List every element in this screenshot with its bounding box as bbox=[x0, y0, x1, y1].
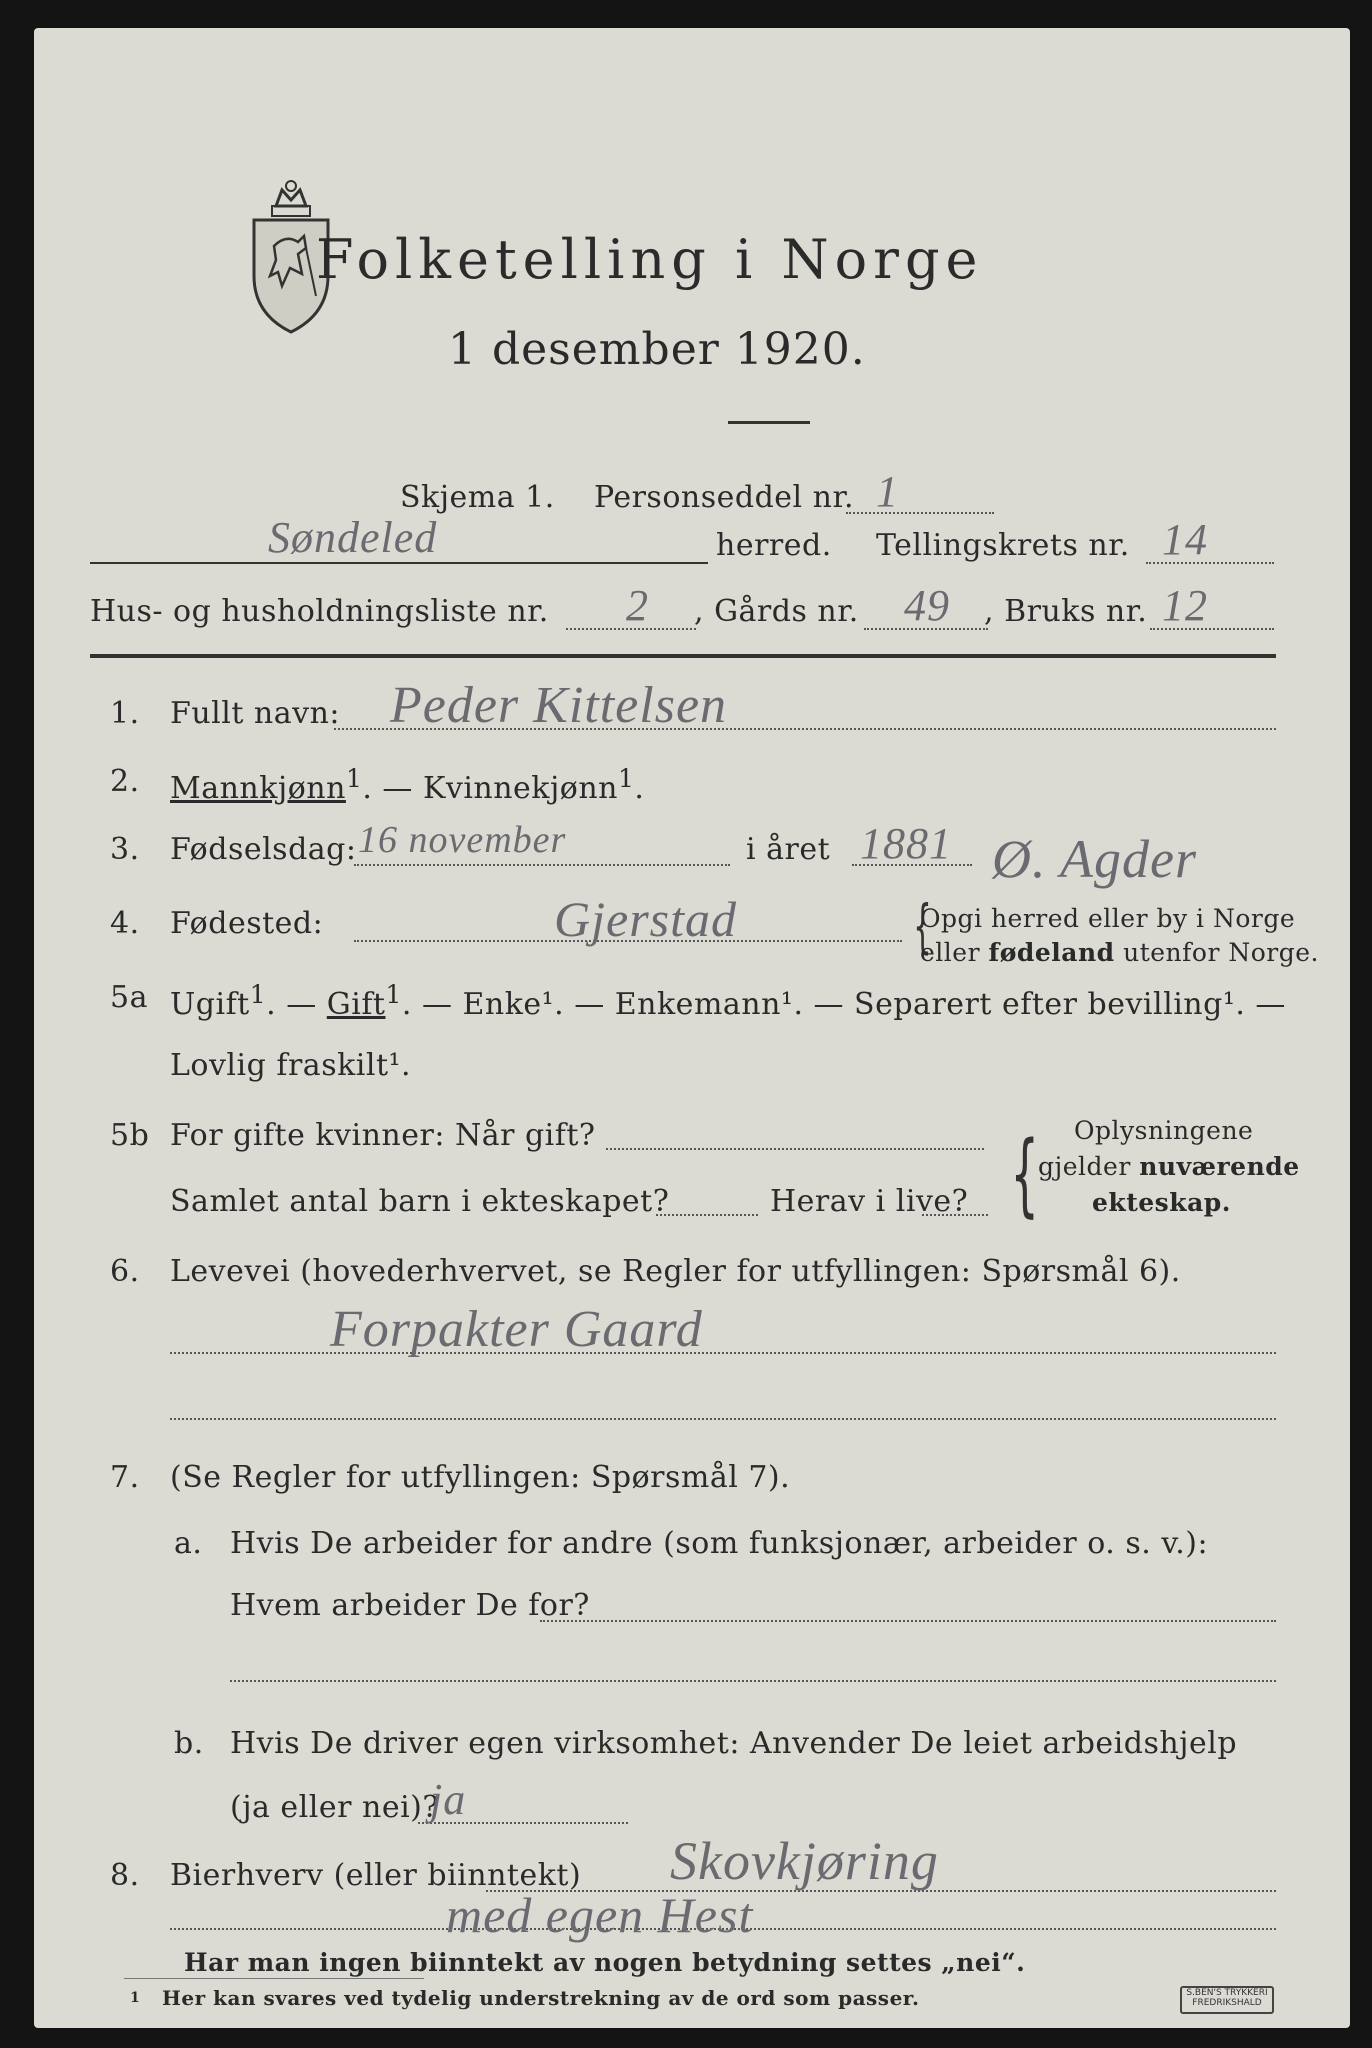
q7a-number: a. bbox=[174, 1526, 203, 1561]
personseddel-label: Personseddel nr. bbox=[594, 480, 855, 515]
children-field-line bbox=[656, 1214, 758, 1216]
q2-separator: . — bbox=[362, 771, 423, 806]
personseddel-field-line bbox=[846, 512, 994, 514]
birth-year-value[interactable]: 1881 bbox=[860, 819, 952, 868]
q7-label: (Se Regler for utfyllingen: Spørsmål 7). bbox=[170, 1460, 791, 1495]
marital-options: Ugift$^1$. — Gift$^1$. — Enke¹. — Enkemann¹. — Separert efter bevilling¹. — bbox=[170, 980, 1286, 1022]
q8-note: Har man ingen biinntekt av nogen betydning settes „nei“. bbox=[184, 1948, 1026, 1977]
option-mannkjonn[interactable]: Mannkjønn bbox=[170, 771, 346, 806]
q1-label: Fullt navn: bbox=[170, 696, 341, 731]
census-form bbox=[34, 28, 1350, 2028]
hired-help-value[interactable]: ja bbox=[430, 1775, 467, 1824]
gards-value[interactable]: 49 bbox=[904, 581, 950, 630]
birthplace-note-1: Opgi herred eller by i Norge bbox=[920, 904, 1296, 933]
census-date: 1 desember 1920. bbox=[448, 324, 866, 375]
q7a-line1: Hvis De arbeider for andre (som funksjonær, arbeider o. s. v.): bbox=[230, 1526, 1209, 1561]
q7b-line2: (ja eller nei)? bbox=[230, 1790, 439, 1825]
tellingskrets-value[interactable]: 14 bbox=[1162, 515, 1208, 564]
side-income-value-1[interactable]: Skovkjøring bbox=[670, 1831, 939, 1891]
gards-label: , Gårds nr. bbox=[694, 594, 859, 629]
q7b-number: b. bbox=[174, 1726, 204, 1761]
q6-label: Levevei (hovederhvervet, se Regler for utfyllingen: Spørsmål 6). bbox=[170, 1254, 1181, 1289]
printer-stamp bbox=[1180, 1986, 1274, 2014]
birthplace-value[interactable]: Gjerstad bbox=[554, 891, 737, 947]
birthday-field-line bbox=[354, 864, 730, 866]
q8-label: Bierhverv (eller biinntekt) bbox=[170, 1858, 582, 1893]
hus-label: Hus- og husholdningsliste nr. bbox=[90, 594, 549, 629]
birthday-value[interactable]: 16 november bbox=[358, 819, 567, 861]
occupation-value[interactable]: Forpakter Gaard bbox=[330, 1301, 703, 1358]
tellingskrets-label: Tellingskrets nr. bbox=[876, 528, 1130, 563]
q2-number: 2. bbox=[110, 764, 140, 799]
footnote-divider bbox=[124, 1978, 424, 1979]
form-title: Folketelling i Norge bbox=[316, 228, 984, 291]
q7b-line1: Hvis De driver egen virksomhet: Anvender De leiet arbeidshjelp bbox=[230, 1726, 1238, 1761]
footnote-mark: 1 bbox=[130, 1990, 141, 2006]
q5b-children-label: Samlet antal barn i ekteskapet? bbox=[170, 1184, 670, 1219]
q4-label: Fødested: bbox=[170, 906, 324, 941]
q2-options: Mannkjønn$^1$. — Kvinnekjønn$^1$. bbox=[170, 764, 645, 806]
side-income-value-2[interactable]: med egen Hest bbox=[446, 1887, 754, 1943]
q5b-note-2: gjelder nuværende bbox=[1038, 1152, 1300, 1181]
q3-number: 3. bbox=[110, 832, 140, 867]
herred-value[interactable]: Søndeled bbox=[268, 513, 438, 562]
county-annotation: Ø. Agder bbox=[992, 829, 1197, 889]
year-label: i året bbox=[746, 832, 831, 867]
married-when-field-line bbox=[606, 1148, 984, 1150]
personseddel-value[interactable]: 1 bbox=[876, 467, 899, 516]
q2-end: . bbox=[634, 771, 645, 806]
q5b-brace: { bbox=[1010, 1122, 1039, 1227]
q7-number: 7. bbox=[110, 1460, 140, 1495]
title-divider bbox=[728, 421, 810, 424]
q5b-number: 5b bbox=[110, 1118, 150, 1153]
header-divider bbox=[90, 654, 1276, 658]
q4-brace: { bbox=[913, 892, 932, 960]
alive-field-line bbox=[922, 1214, 988, 1216]
bruks-value[interactable]: 12 bbox=[1162, 581, 1208, 630]
q5b-alive-label: Herav i live? bbox=[770, 1184, 969, 1219]
q1-number: 1. bbox=[110, 696, 140, 731]
option-gift[interactable]: Gift bbox=[326, 987, 386, 1022]
q8-number: 8. bbox=[110, 1858, 140, 1893]
employer-field-line-2 bbox=[230, 1680, 1276, 1682]
occupation-field-line-2 bbox=[170, 1418, 1276, 1420]
birthplace-note-2: eller fødeland utenfor Norge. bbox=[920, 938, 1319, 967]
q5a-number: 5a bbox=[110, 980, 148, 1015]
printer-stamp-line2: FREDRIKSHALD bbox=[1192, 1998, 1262, 2008]
q4-number: 4. bbox=[110, 906, 140, 941]
q5b-note-3: ekteskap. bbox=[1092, 1188, 1231, 1217]
option-ugift[interactable]: Ugift bbox=[170, 987, 250, 1022]
schema-label: Skjema 1. bbox=[400, 480, 555, 515]
marital-options-rest[interactable]: . — Enke¹. — Enkemann¹. — Separert efter bevilling¹. — bbox=[401, 987, 1286, 1022]
q7a-line2: Hvem arbeider De for? bbox=[230, 1588, 590, 1623]
q5b-note-1: Oplysningene bbox=[1074, 1116, 1254, 1145]
q3-label: Fødselsdag: bbox=[170, 832, 357, 867]
option-lovlig-fraskilt[interactable]: Lovlig fraskilt¹. bbox=[170, 1048, 412, 1083]
hus-value[interactable]: 2 bbox=[626, 581, 649, 630]
footnote-text: Her kan svares ved tydelig understrekning av de ord som passer. bbox=[162, 1986, 920, 2010]
herred-label: herred. bbox=[716, 528, 832, 563]
employer-field-line-1 bbox=[540, 1620, 1276, 1622]
printer-stamp-line1: S.BEN'S TRYKKERI bbox=[1186, 1988, 1268, 1998]
bruks-label: , Bruks nr. bbox=[984, 594, 1148, 629]
full-name-value[interactable]: Peder Kittelsen bbox=[390, 677, 728, 734]
q5b-line1: For gifte kvinner: Når gift? bbox=[170, 1118, 596, 1153]
option-kvinnekjonn[interactable]: Kvinnekjønn bbox=[422, 771, 618, 806]
q6-number: 6. bbox=[110, 1254, 140, 1289]
